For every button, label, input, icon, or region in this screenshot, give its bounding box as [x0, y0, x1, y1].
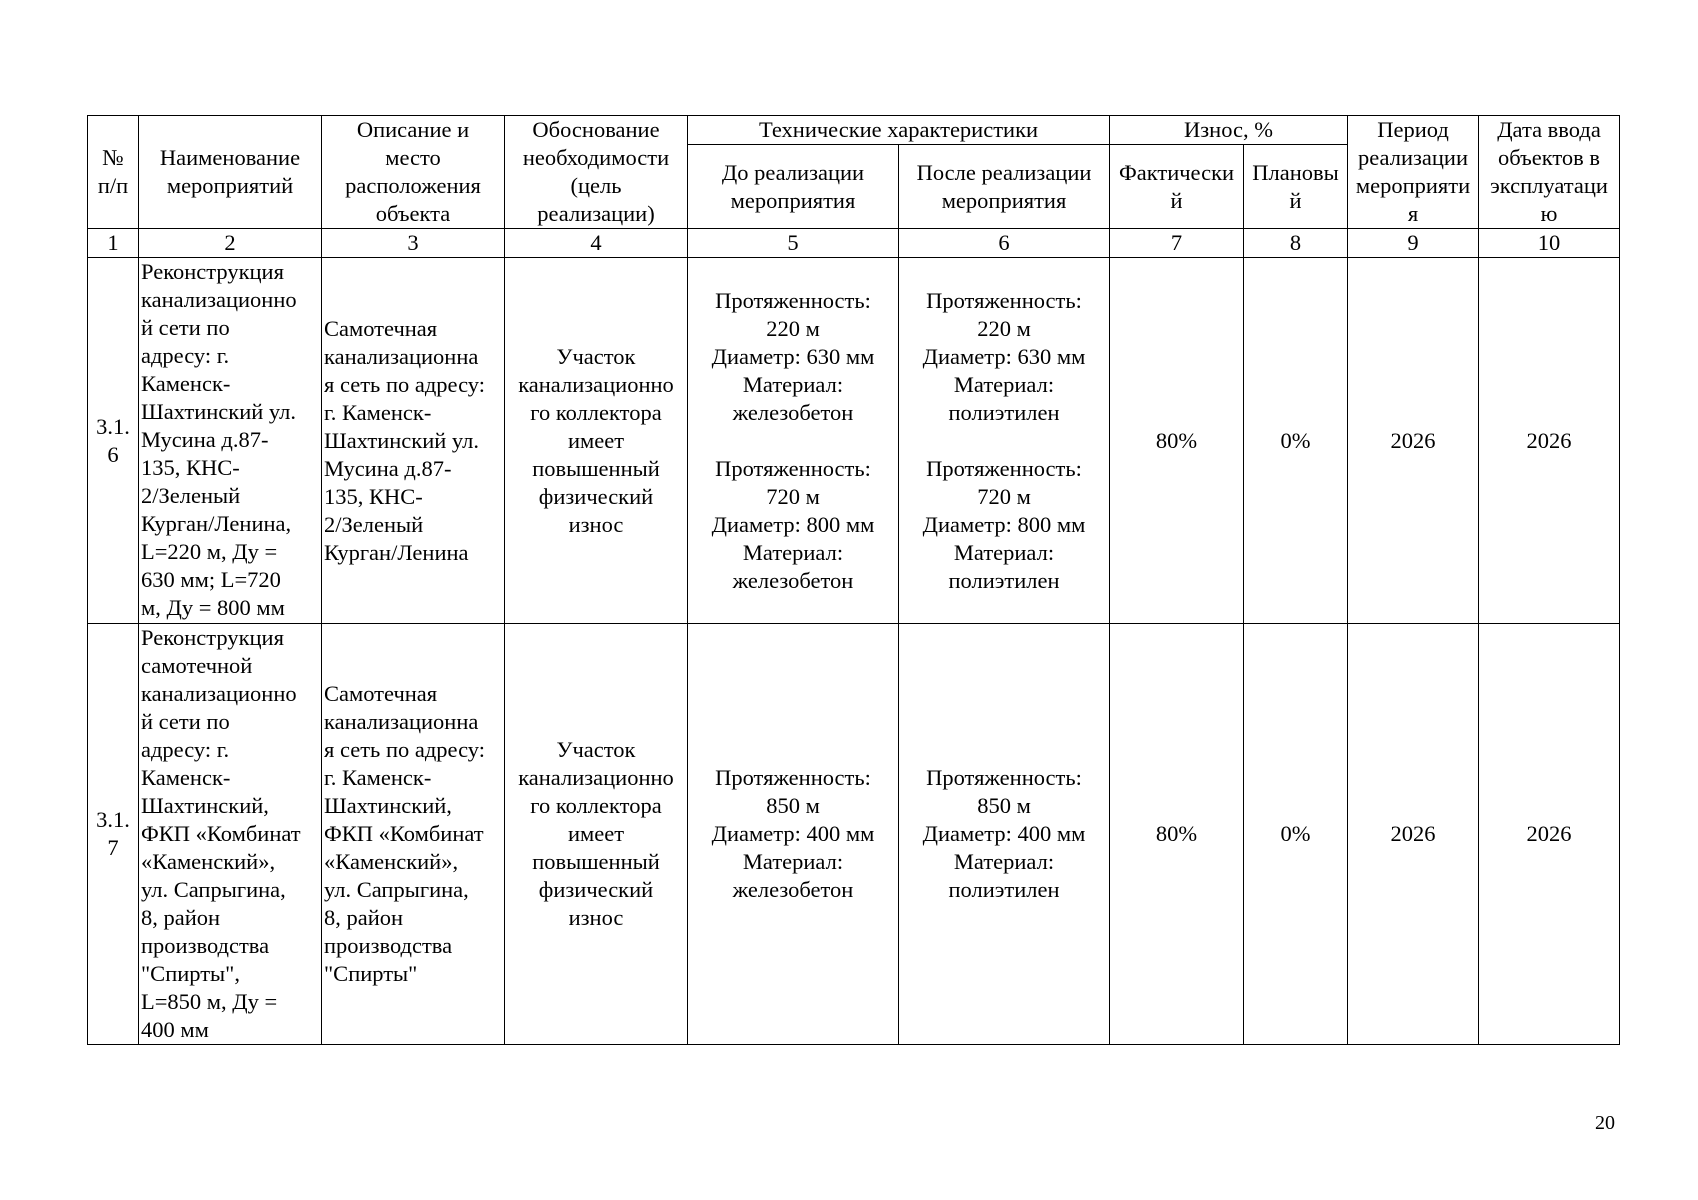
- row-wear-actual: 80%: [1110, 624, 1244, 1045]
- header-desc: Описание и место расположения объекта: [322, 116, 505, 229]
- header-num: № п/п: [88, 116, 139, 229]
- col-number: 10: [1479, 229, 1620, 258]
- header-period: Период реализации мероприяти я: [1348, 116, 1479, 229]
- header-wear: Износ, %: [1110, 116, 1348, 145]
- header-after: После реализации мероприятия: [899, 145, 1110, 229]
- row-after: Протяженность: 220 м Диаметр: 630 мм Материал: полиэтилен Протяженность: 720 м Диаметр: 800 мм Материал: полиэтилен: [899, 258, 1110, 624]
- row-wear-planned: 0%: [1244, 258, 1348, 624]
- row-justification: Участок канализационно го коллектора имеет повышенный физический износ: [505, 258, 688, 624]
- row-name: Реконструкция самотечной канализационно й сети по адресу: г. Каменск- Шахтинский, ФКП «Комбинат «Каменский», ул. Сапрыгина, 8, район производства "Спирты", L=850 м, Ду = 400 мм: [139, 624, 322, 1045]
- row-before: Протяженность: 850 м Диаметр: 400 мм Материал: железобетон: [688, 624, 899, 1045]
- col-number: 8: [1244, 229, 1348, 258]
- header-planned: Плановы й: [1244, 145, 1348, 229]
- row-num: 3.1. 6: [88, 258, 139, 624]
- col-number: 9: [1348, 229, 1479, 258]
- row-after: Протяженность: 850 м Диаметр: 400 мм Материал: полиэтилен: [899, 624, 1110, 1045]
- header-before: До реализации мероприятия: [688, 145, 899, 229]
- header-tech: Технические характеристики: [688, 116, 1110, 145]
- header-actual: Фактически й: [1110, 145, 1244, 229]
- table-row: [88, 258, 1620, 624]
- page-number: 20: [1595, 1112, 1615, 1134]
- measures-table: [87, 115, 1620, 1045]
- col-number: 1: [88, 229, 139, 258]
- col-number: 7: [1110, 229, 1244, 258]
- row-name: Реконструкция канализационно й сети по адресу: г. Каменск- Шахтинский ул. Мусина д.87- 135, КНС- 2/Зеленый Курган/Ленина, L=220 м, Ду = 630 мм; L=720 м, Ду = 800 мм: [139, 258, 322, 624]
- column-number-row: [88, 229, 1620, 258]
- row-date: 2026: [1479, 258, 1620, 624]
- row-period: 2026: [1348, 624, 1479, 1045]
- header-justification: Обоснование необходимости (цель реализации): [505, 116, 688, 229]
- row-desc: Самотечная канализационна я сеть по адресу: г. Каменск- Шахтинский, ФКП «Комбинат «Каменский», ул. Сапрыгина, 8, район производства "Спирты": [322, 624, 505, 1045]
- row-num: 3.1. 7: [88, 624, 139, 1045]
- row-wear-actual: 80%: [1110, 258, 1244, 624]
- col-number: 5: [688, 229, 899, 258]
- col-number: 4: [505, 229, 688, 258]
- row-before: Протяженность: 220 м Диаметр: 630 мм Материал: железобетон Протяженность: 720 м Диаметр: 800 мм Материал: железобетон: [688, 258, 899, 624]
- col-number: 3: [322, 229, 505, 258]
- row-period: 2026: [1348, 258, 1479, 624]
- row-wear-planned: 0%: [1244, 624, 1348, 1045]
- row-desc: Самотечная канализационна я сеть по адресу: г. Каменск- Шахтинский ул. Мусина д.87- 135, КНС- 2/Зеленый Курган/Ленина: [322, 258, 505, 624]
- col-number: 2: [139, 229, 322, 258]
- row-justification: Участок канализационно го коллектора имеет повышенный физический износ: [505, 624, 688, 1045]
- table-row: [88, 624, 1620, 1045]
- header-name: Наименование мероприятий: [139, 116, 322, 229]
- row-date: 2026: [1479, 624, 1620, 1045]
- header-date: Дата ввода объектов в эксплуатаци ю: [1479, 116, 1620, 229]
- col-number: 6: [899, 229, 1110, 258]
